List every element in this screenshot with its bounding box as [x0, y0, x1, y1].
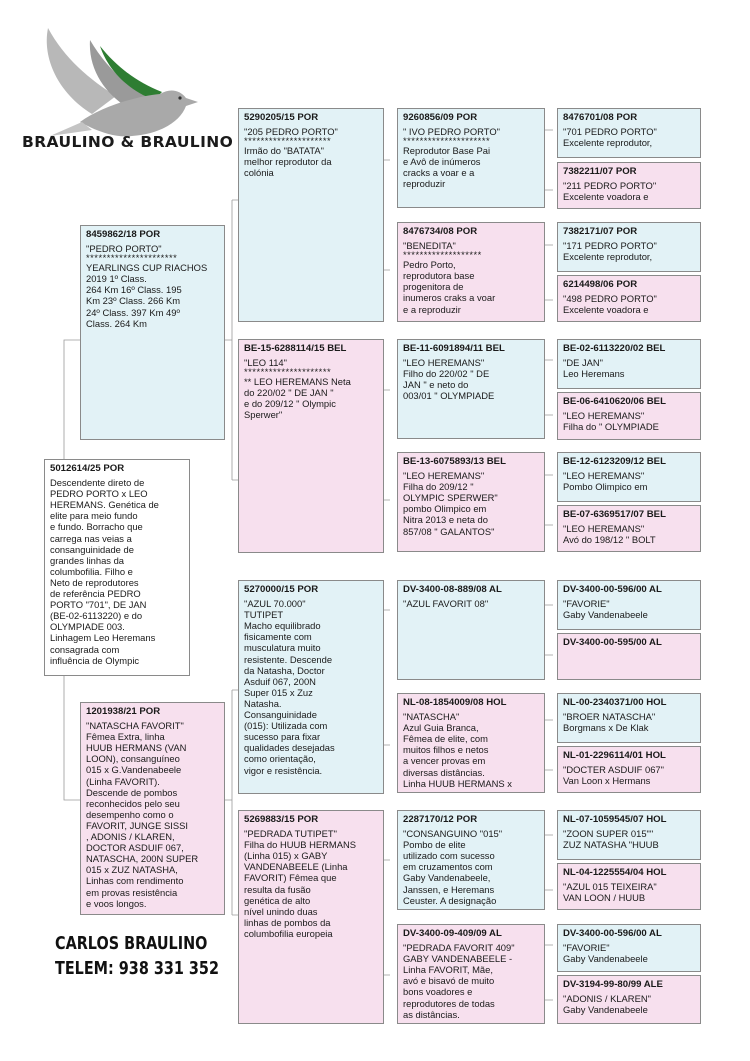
ring-number: 5012614/25 POR: [50, 463, 125, 474]
pigeon-card-sdd: [397, 452, 545, 552]
pigeon-name: "FAVORIE": [563, 942, 610, 954]
ring-number: DV-3400-09-409/09 AL: [403, 928, 502, 939]
ring-number: DV-3400-08-889/08 AL: [403, 584, 502, 595]
ring-number: 1201938/21 POR: [86, 706, 161, 717]
ring-number: BE-11-6091894/11 BEL: [403, 343, 505, 354]
pigeon-name: "PEDRADA FAVORIT 409": [403, 942, 515, 954]
pigeon-card-g7: [557, 452, 701, 502]
pigeon-name: "NATASCHA": [403, 711, 460, 723]
description: Descendente direto de PEDRO PORTO x LEO HEREMANS. Genética de elite para meio fundo e fundo. Borracho que carrega nas veias a consanguinidade de grandes linhas da columbofilia. Filho e Neto de reprodutores de referência PEDRO PORTO "701", DE JAN (BE-02-6113220) e do OLYMPIADE 003. Linhagem Leo Heremans consagrada com influência de Olympic: [50, 477, 159, 666]
pigeon-card-g12: [557, 746, 701, 793]
pigeon-name: "PEDRO PORTO": [86, 243, 162, 255]
pigeon-card-g11: [557, 693, 701, 743]
description: GABY VANDENABEELE - Linha FAVORIT, Mãe, avó e bisavó de muito bons voadores e reprodutores de todas as distâncias.: [403, 953, 513, 1020]
description: Reprodutor Base Pai e Avô de inúmeros cracks a voar e a reproduzir: [403, 145, 491, 190]
pigeon-name: "701 PEDRO PORTO": [563, 126, 657, 138]
pigeon-card-ddd: [397, 924, 545, 1024]
pigeon-card-g14: [557, 863, 701, 910]
description: ** LEO HEREMANS Neta do 220/02 " DE JAN " e do 209/12 " Olympic Sperwer": [244, 376, 351, 421]
description: Excelente voadora e: [563, 304, 649, 316]
pigeon-card-g15: [557, 924, 701, 972]
ring-number: 7382171/07 POR: [563, 226, 638, 237]
pigeon-card-dss: [397, 580, 545, 680]
pigeon-card-sds: [397, 339, 545, 439]
description: Filha do " OLYMPIADE: [563, 421, 659, 433]
pigeon-name: "AZUL FAVORIT 08": [403, 598, 489, 610]
pigeon-name: "211 PEDRO PORTO": [563, 180, 657, 192]
pigeon-name: "DE JAN": [563, 357, 603, 369]
ring-number: DV-3400-00-595/00 AL: [563, 637, 662, 648]
ring-number: BE-02-6113220/02 BEL: [563, 343, 666, 354]
description: Fêmea Extra, linha HUUB HERMANS (VAN LOON), consanguíneo 015 x G.Vandenabeele (Linha FAVORIT). Descende de pombos reconhecidos pelo seu desempenho como o FAVORIT, JUNGE SISSI , ADONIS / KLAREN, DOCTOR ASDUIF 067, NATASCHA, 200N SUPER 015 x ZUZ NATASHA, Linhas com rendimento em provas resistência e voos longos.: [86, 731, 199, 909]
pigeon-name: " IVO PEDRO PORTO": [403, 126, 500, 138]
pigeon-card-sss: [397, 108, 545, 208]
ring-number: 7382211/07 POR: [563, 166, 637, 177]
description: Gaby Vandenabeele: [563, 1004, 648, 1016]
description: Irmão do "BATATA" melhor reprodutor da colónia: [244, 145, 332, 179]
pigeon-card-g3: [557, 222, 701, 272]
pigeon-card-g9: [557, 580, 701, 630]
pigeon-card-g5: [557, 339, 701, 389]
description: Pombo Olimpico em: [563, 481, 648, 493]
connector-gen3: [384, 160, 390, 975]
description: Gaby Vandenabeele: [563, 953, 648, 965]
connector-gen4: [545, 130, 553, 1000]
ring-number: 8459862/18 POR: [86, 229, 161, 240]
pigeon-card-dds: [397, 810, 545, 910]
ring-number: 5269883/15 POR: [244, 814, 319, 825]
ring-number: BE-15-6288114/15 BEL: [244, 343, 347, 354]
pigeon-name: "PEDRADA TUTIPET": [244, 828, 337, 840]
ring-number: NL-01-2296114/01 HOL: [563, 750, 666, 761]
description: VAN LOON / HUUB: [563, 892, 646, 904]
description: Azul Guia Branca, Fêmea de elite, com muitos filhos e netos a vencer provas em diversas distâncias. Linha HUUB HERMANS x: [403, 722, 512, 789]
pigeon-card-g8: [557, 505, 701, 552]
pigeon-name: "ZOON SUPER 015"": [563, 828, 654, 840]
ring-number: NL-08-1854009/08 HOL: [403, 697, 507, 708]
ring-number: NL-04-1225554/04 HOL: [563, 867, 667, 878]
pigeon-name: "LEO HEREMANS": [403, 357, 485, 369]
ring-number: NL-00-2340371/00 HOL: [563, 697, 667, 708]
pigeon-card-subject: [44, 459, 190, 676]
ring-number: 9260856/09 POR: [403, 112, 478, 123]
description: Filha do HUUB HERMANS (Linha 015) x GABY VANDENABEELE (Linha FAVORIT) Fêmea que resulta da fusão genética de alto nível unindo duas linhas de pombos da columbofilia europeia: [244, 839, 357, 939]
stars: **********************: [86, 252, 178, 264]
pigeon-card-g10: [557, 633, 701, 680]
description: ZUZ NATASHA "HUUB: [563, 839, 659, 851]
description: Borgmans x De Klak: [563, 722, 649, 734]
dove-eye: [178, 96, 181, 99]
pigeon-card-g6: [557, 392, 701, 440]
ring-number: DV-3400-00-596/00 AL: [563, 584, 662, 595]
description: YEARLINGS CUP RIACHOS 2019 1º Class. 264 Km 16º Class. 195 Km 23º Class. 266 Km 24º Class. 397 Km 49º Class. 264 Km: [86, 262, 208, 329]
stars: *********************: [244, 366, 332, 378]
description: Excelente reprodutor,: [563, 137, 653, 149]
description: Filho do 220/02 " DE JAN " e neto do 003/01 " OLYMPIADE: [403, 368, 495, 402]
stars: *********************: [244, 135, 332, 147]
ring-number: BE-06-6410620/06 BEL: [563, 396, 666, 407]
pigeon-name: "LEO 114": [244, 357, 287, 369]
pigeon-name: "498 PEDRO PORTO": [563, 293, 657, 305]
connector-sire: [225, 200, 238, 480]
description: Leo Heremans: [563, 368, 625, 380]
ring-number: 5290205/15 POR: [244, 112, 319, 123]
stars: *******************: [403, 249, 482, 261]
pigeon-card-g1: [557, 108, 701, 158]
ring-number: 8476701/08 POR: [563, 112, 638, 123]
ring-number: 5270000/15 POR: [244, 584, 319, 595]
pigeon-card-ds: [238, 580, 384, 794]
pigeon-name: "LEO HEREMANS": [563, 470, 645, 482]
pigeon-name: "FAVORIE": [563, 598, 610, 610]
pigeon-card-sd: [238, 339, 384, 553]
pigeon-name: "CONSANGUINO "015": [403, 828, 503, 840]
pigeon-card-g13: [557, 810, 701, 860]
description: Excelente voadora e: [563, 191, 649, 203]
pigeon-name: "LEO HEREMANS": [563, 410, 645, 422]
pigeon-name: "ADONIS / KLAREN": [563, 993, 651, 1005]
pigeon-name: "LEO HEREMANS": [563, 523, 645, 535]
description: Excelente reprodutor,: [563, 251, 653, 263]
connector-dam: [225, 690, 238, 915]
pigeon-card-g4: [557, 275, 701, 322]
description: Pombo de elite utilizado com sucesso em cruzamentos com Gaby Vandenabeele, Janssen, e Heremans Ceuster. A designação: [403, 839, 497, 906]
ring-number: BE-13-6075893/13 BEL: [403, 456, 506, 467]
ring-number: 2287170/12 POR: [403, 814, 478, 825]
description: Filha do 209/12 " OLYMPIC SPERWER" pombo Olimpico em Nitra 2013 e neta do 857/08 " GALANTOS": [403, 481, 498, 537]
pigeon-name: "171 PEDRO PORTO": [563, 240, 657, 252]
ring-number: 6214498/06 POR: [563, 279, 638, 290]
ring-number: BE-07-6369517/07 BEL: [563, 509, 666, 520]
ring-number: DV-3400-00-596/00 AL: [563, 928, 662, 939]
stars: *********************: [403, 135, 491, 147]
pigeon-card-ss: [238, 108, 384, 322]
pigeon-name: "LEO HEREMANS": [403, 470, 485, 482]
pigeon-card-dsd: [397, 693, 545, 793]
pigeon-name: "BROER NATASCHA": [563, 711, 656, 723]
contact-phone: TELEM: 938 331 352: [55, 958, 219, 979]
brand-name: BRAULINO & BRAULINO: [22, 133, 234, 151]
pigeon-card-dd: [238, 810, 384, 1024]
pigeon-card-sire: [80, 225, 225, 440]
description: Avó do 198/12 " BOLT: [563, 534, 656, 546]
ring-number: 8476734/08 POR: [403, 226, 478, 237]
description: Pedro Porto, reprodutora base progenitora de inumeros craks a voar e a reproduzir: [403, 259, 496, 315]
ring-number: BE-12-6123209/12 BEL: [563, 456, 666, 467]
pigeon-name: "BENEDITA": [403, 240, 456, 252]
pigeon-name: "205 PEDRO PORTO": [244, 126, 338, 138]
pigeon-card-g2: [557, 162, 701, 209]
pigeon-name: "NATASCHA FAVORIT": [86, 720, 184, 732]
description: Gaby Vandenabeele: [563, 609, 648, 621]
ring-number: DV-3194-99-80/99 ALE: [563, 979, 663, 990]
ring-number: NL-07-1059545/07 HOL: [563, 814, 667, 825]
description: TUTIPET Macho equilibrado fisicamente com musculatura muito resistente. Descende da Natasha, Doctor Asduif 067, 200N Super 015 x Zuz Natasha. Consanguinidade (015): Utilizada com sucesso para fixar qualidades desejadas como orientação, vigor e resistência.: [244, 609, 335, 776]
pigeon-name: "AZUL 70.000": [244, 598, 306, 610]
pigeon-card-g16: [557, 975, 701, 1024]
pigeon-name: "DOCTER ASDUIF 067": [563, 764, 664, 776]
pigeon-card-dam: [80, 702, 225, 915]
pigeon-name: "AZUL 015 TEIXEIRA": [563, 881, 657, 893]
contact-name: CARLOS BRAULINO: [55, 933, 208, 954]
description: Van Loon x Hermans: [563, 775, 651, 787]
pigeon-card-ssd: [397, 222, 545, 322]
